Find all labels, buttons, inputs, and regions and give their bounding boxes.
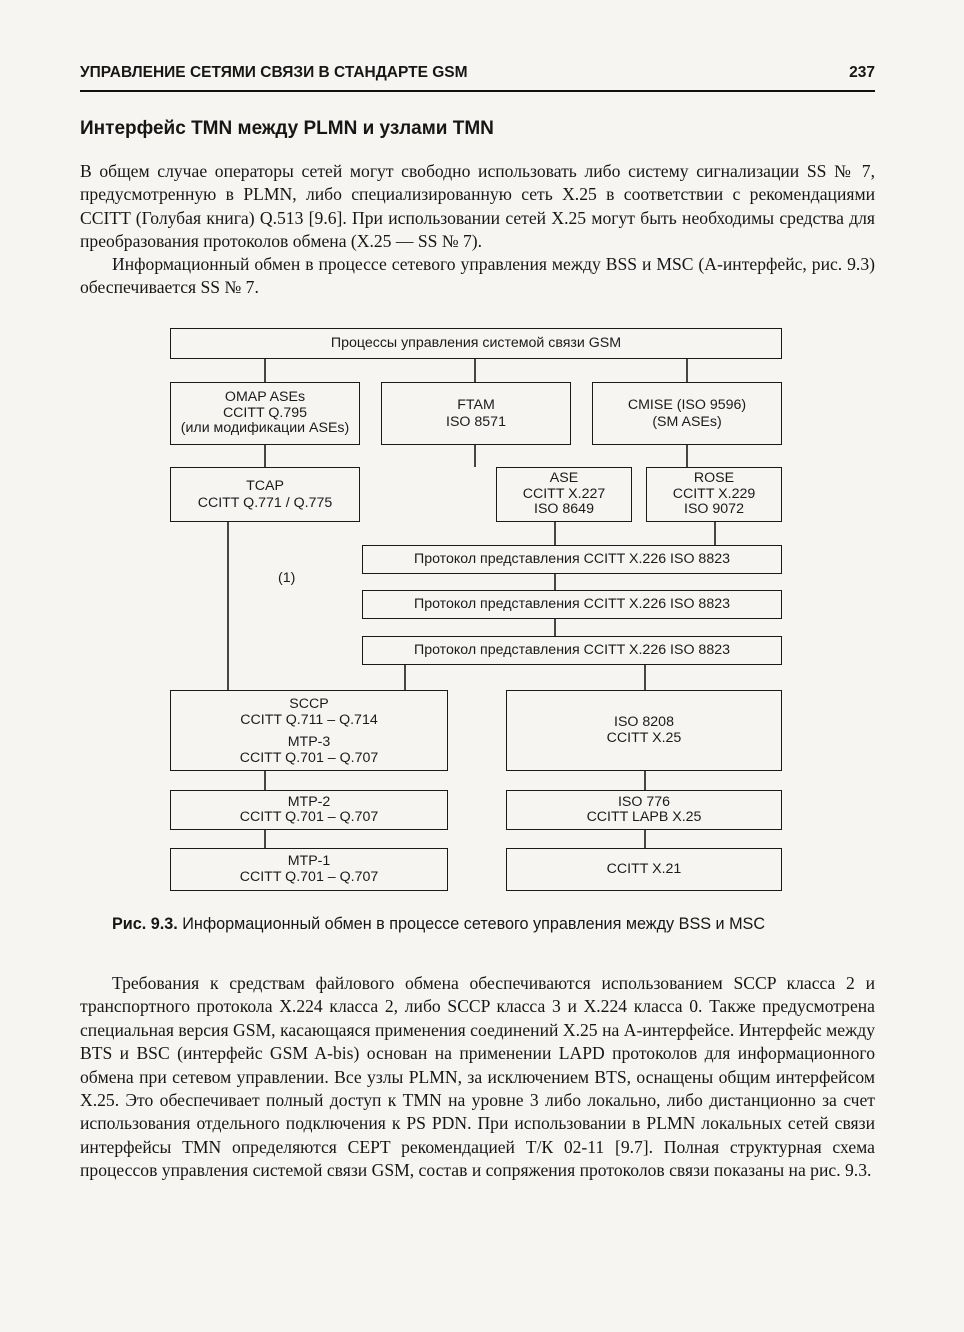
paragraph-1: В общем случае операторы сетей могут свободно использовать либо систему сигнализации SS № 7, предусмотренную в PLMN, либо специализированную сеть X.25 в соответствии с рекомендациями CCITT (Голубая книга) Q.513 [9.6]. При использовании сетей X.25 могут быть необходимы средства для преобразования протоколов обмена (X.25 — SS № 7). [80, 161, 875, 252]
protocol-stack-diagram [150, 325, 800, 905]
management-processes-box [170, 328, 782, 359]
mtp1-line-1: MTP-1 [287, 853, 331, 869]
page-number: 237 [849, 64, 875, 81]
presentation-protocol-label-2: Протокол представления CCITT X.226 ISO 8823 [414, 596, 730, 613]
ase-line-2: CCITT X.227 [522, 485, 606, 502]
running-head-title: УПРАВЛЕНИЕ СЕТЯМИ СВЯЗИ В СТАНДАРТЕ GSM [80, 64, 468, 81]
x21-label: CCITT X.21 [606, 861, 682, 878]
mtp2-line-2: CCITT Q.701 – Q.707 [239, 809, 379, 825]
running-head [80, 62, 875, 92]
ase-box [496, 467, 632, 522]
ase-line-3: ISO 8649 [534, 501, 594, 518]
iso776-line-1: ISO 776 [617, 793, 671, 810]
mtp3-line-2: CCITT Q.701 – Q.707 [239, 749, 379, 766]
ftam-line-2: ISO 8571 [446, 413, 506, 430]
iso8208-line-1: ISO 8208 [614, 714, 674, 730]
ftam-line-1: FTAM [457, 397, 495, 414]
section-heading: Интерфейс TMN между PLMN и узлами TMN [80, 118, 494, 139]
presentation-protocol-box-3 [362, 636, 782, 665]
mtp3-line-1: MTP-3 [287, 734, 331, 750]
cmise-line-2: (SM ASEs) [652, 413, 722, 430]
mtp2-box [170, 790, 448, 830]
mtp2-line-1: MTP-2 [287, 793, 331, 810]
omap-line-1: OMAP ASEs [224, 389, 306, 406]
omap-line-3: (или модификации ASEs) [180, 420, 350, 437]
sccp-line-2: CCITT Q.711 – Q.714 [240, 711, 378, 728]
ftam-box [381, 382, 571, 445]
x21-box [506, 848, 782, 891]
cmise-line-1: CMISE (ISO 9596) [627, 397, 747, 414]
mtp1-box [170, 848, 448, 891]
sccp-box [170, 690, 448, 771]
iso8208-box [506, 690, 782, 771]
paragraph-2: Информационный обмен в процессе сетевого управления между BSS и MSC (A-интерфейс, рис. 9.3) обеспечивается SS № 7. [80, 254, 875, 298]
figure-caption-text: Информационный обмен в процессе сетевого управления между BSS и MSC [177, 915, 766, 933]
rose-line-2: CCITT X.229 [672, 485, 756, 502]
ase-line-1: ASE [549, 470, 579, 487]
cmise-box [592, 382, 782, 445]
presentation-protocol-label-1: Протокол представления CCITT X.226 ISO 8823 [414, 551, 730, 568]
management-processes-label: Процессы управления системой связи GSM [330, 335, 622, 352]
rose-line-1: ROSE [693, 470, 735, 487]
iso8208-line-2: CCITT X.25 [606, 729, 682, 746]
presentation-protocol-box-2 [362, 590, 782, 619]
sccp-line-1: SCCP [289, 696, 329, 712]
figure-caption [112, 915, 765, 934]
tcap-line-1: TCAP [246, 478, 284, 495]
presentation-protocol-box-1 [362, 545, 782, 574]
mtp1-line-2: CCITT Q.701 – Q.707 [239, 868, 379, 885]
omap-ases-box [170, 382, 360, 445]
rose-line-3: ISO 9072 [684, 501, 744, 518]
figure-caption-label: Рис. 9.3. [112, 915, 178, 933]
presentation-protocol-label-3: Протокол представления CCITT X.226 ISO 8823 [414, 642, 730, 659]
paragraph-3: Требования к средствам файлового обмена обеспечиваются использованием SCCP класса 2 и транспортного протокола X.224 класса 2, либо SCCP класса 3 и X.224 класса 0. Также предусмотрена специальная версия GSM, касающаяся применения соединений X.25 на A-интерфейсе. Интерфейс между BTS и BSC (интерфейс GSM A-bis) основан на применении LAPD протоколов для информационного обмена при сетевом управлении. Все узлы PLMN, за исключением BTS, оснащены общим интерфейсом X.25. Это обеспечивает полный доступ к TMN на уровне 3 либо локально, либо дистанционно за счет использования отдельного подключения к PS PDN. При использовании в PLMN локальных сетей связи интерфейсы TMN определяются CEPT рекомендацией Т/К 02-11 [9.7]. Полная структурная схема процессов управления системой связи GSM, состав и сопряжения протоколов связи показаны на рис. 9.3. [80, 973, 875, 1181]
omap-line-2: CCITT Q.795 [222, 404, 308, 421]
iso776-line-2: CCITT LAPB X.25 [586, 809, 702, 825]
tcap-box [170, 467, 360, 522]
iso776-box [506, 790, 782, 830]
tcap-line-2: CCITT Q.771 / Q.775 [197, 494, 333, 511]
note-label-1: (1) [278, 570, 296, 586]
rose-box [646, 467, 782, 522]
